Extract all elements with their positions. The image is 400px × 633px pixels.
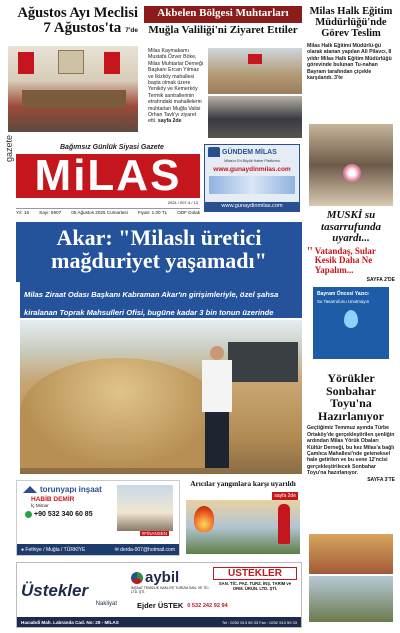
fire-icon <box>194 506 214 532</box>
fire-poster <box>186 500 300 554</box>
gundem-image <box>209 176 295 194</box>
masthead-logo <box>16 151 200 200</box>
gundem-brand: GÜNDEM MİLAS <box>222 148 277 156</box>
fire-title: Arıcılar yangınlara karşı uyarıldı <box>190 479 296 488</box>
masthead-info-row <box>16 208 200 215</box>
story-title <box>8 6 138 37</box>
muski-story[interactable] <box>307 210 395 368</box>
torun-footer <box>17 544 179 555</box>
gundem-ad[interactable] <box>204 144 300 212</box>
muhtar-group-photo <box>208 96 302 138</box>
portrait-frame <box>58 50 84 74</box>
council-photo <box>8 46 138 132</box>
torun-location: Fethiye / Muğla / TÜRKİYE <box>25 546 86 553</box>
water-drop-icon <box>344 310 358 328</box>
person-head <box>210 346 224 360</box>
story-title-line1: Akbelen Bölgesi Muhtarları <box>157 7 289 19</box>
grain-pile <box>20 358 220 468</box>
story-title-line2: Muğla Valiliği'ni Ziyaret Ettiler <box>148 23 298 36</box>
muski-title: MUSKİ su tasarrufunda uyardı... <box>321 209 381 245</box>
gundem-logo-row <box>205 145 299 159</box>
torun-role: İç Mimar <box>31 503 49 508</box>
yorukler-body-text: Geçtiğimiz Temmuz ayında Türbe Ortaköy'de gerçekleştirilen şenliğin ardından Milas Yörük Obaları Kültür Derneği, bu kez Milas'a bağlı Çamlıca Mahallesi'nde geleneksel hale getirilen ve bu sene 12'ncisi gerçekleştirilecek Sonbahar Toyu'na hazırlanıyor. <box>307 425 395 477</box>
page-ref[interactable]: sayfa 2de <box>274 493 296 499</box>
yorukler-body <box>307 425 395 476</box>
issue-year: Yıl: 16 <box>16 210 30 215</box>
torun-location-row <box>21 547 85 553</box>
torun-brand: torunyapı inşaat <box>40 485 102 494</box>
bottom-ad[interactable] <box>16 562 302 628</box>
grain-photo <box>20 320 302 474</box>
flowers-icon <box>343 164 361 182</box>
yorukler-story[interactable] <box>307 372 395 626</box>
flag-icon <box>104 52 120 74</box>
torun-email-row[interactable] <box>115 547 175 553</box>
main-lead <box>20 282 302 318</box>
story-title-line1: Ağustos Ayı Meclisi <box>17 5 138 21</box>
bottom-address: Hacıabdi Mah. Labranda Cad. No: 28 - MİLAS <box>21 619 119 625</box>
truck <box>228 342 298 382</box>
bottom-address-bar <box>17 617 301 627</box>
ustekler-right-logo <box>213 567 297 591</box>
bottom-person: Ejder ÜSTEK <box>137 601 184 610</box>
quote-icon: " <box>307 244 313 260</box>
person-pants <box>205 412 229 468</box>
bottom-phone: 0 532 242 92 94 <box>187 602 228 609</box>
flag-icon <box>18 52 34 74</box>
main-headline-line1: Akar: "Milaslı üretici <box>56 225 262 250</box>
story-body-text: Milas Kaymakamı Mustafa Özver Böke, Milas Muhtarlar Derneği Başkanı Ercan Yılmaz ve Ikizköy mahallesi başta olmak üzere Yeniköy ve Kemerköy Termik santrallerinin etrafındaki mahallelerin muhtarları Muğla Valisi Orhan Tavlı'yı ziyaret etti. <box>148 48 204 125</box>
gundem-url-bar[interactable] <box>205 202 299 211</box>
ustekler-logo <box>21 581 125 607</box>
story-body-text: Milas Halk Eğitimi Müdürlü-ğü olarak atanan yapılan Ali Pilavcı, 8 yıldır Milas Halk Eğitim Müdürlüğü görevinde bulunan Tu-nahan Bayram tarafından çiçekle karşılandı. <box>307 43 392 82</box>
gundem-sub: Milas'ın En Büyük Haber Platformu <box>224 159 280 163</box>
aybil-sub: İNŞAAT TEMİZLİK NAKLİYE TURİZM SAN. VE TİC. LTD. ŞTİ. <box>131 586 210 594</box>
handover-photo <box>309 124 393 206</box>
whatsapp-icon <box>25 511 32 518</box>
person-shirt <box>202 360 232 412</box>
muski-quote: Vatandaş, Sular Kesik Daha Ne Yapalım... <box>314 245 376 275</box>
page-ref[interactable]: 3'te <box>334 75 343 82</box>
yorukler-photo-2 <box>309 576 393 622</box>
story-title-line2: 7 Ağustos'ta <box>43 20 122 37</box>
aybil-icon <box>131 572 143 584</box>
torun-badge: #FİNANSEN <box>141 531 167 536</box>
page-ref[interactable]: sayfa 2de <box>157 118 182 125</box>
story-body <box>307 43 395 81</box>
torun-phone: +90 532 340 60 85 <box>34 511 93 518</box>
yorukler-photo-1 <box>309 534 393 574</box>
issue-price: Fiyatı: 1.00 TL <box>137 210 168 215</box>
aybil-brand: aybil <box>145 569 180 586</box>
bottom-phone-extra: Tel : 0252 513 59 33 Fax : 0252 513 59 33 <box>221 619 297 625</box>
location-icon: ● <box>21 546 25 553</box>
gundem-url[interactable]: www.gunaydinmilas.com <box>213 166 291 173</box>
mail-icon: ✉ <box>114 546 119 553</box>
torun-email: derda-007@hotmail.com <box>120 546 175 553</box>
masthead-est: 2024 / 007-4 / 13 <box>167 200 198 205</box>
issue-extra: ODF Dolak <box>177 210 200 215</box>
torun-yapi-ad[interactable] <box>16 480 180 556</box>
house-icon <box>23 486 37 493</box>
logo-text: MiLAS <box>34 151 182 200</box>
page-ref[interactable]: SAYFA 2'DE <box>366 276 395 283</box>
ustekler-sub: Nakliyat <box>95 601 117 607</box>
building-icon <box>208 147 220 157</box>
gundem-url-footer: www.gunaydinmilas.com <box>221 203 283 209</box>
top-left-story[interactable] <box>8 6 138 132</box>
muski-quote-row <box>307 244 395 275</box>
masthead <box>4 134 200 218</box>
issue-date: 05 Ağustos 2025 Cumartesi <box>71 210 128 215</box>
story-body <box>148 48 204 125</box>
torun-building-image <box>117 485 173 531</box>
story-title-banner <box>144 6 302 23</box>
page-ref[interactable]: SAYFA 3'TE <box>367 476 395 483</box>
torun-person: HABİB DEMİR <box>31 496 75 503</box>
story-title: Milas Halk Eğitim Müdürlüğü'nde Görev Teslim <box>309 6 393 40</box>
yorukler-title: Yörükler Sonbahar Toyu'na Hazırlanıyor <box>318 371 384 423</box>
muski-poster <box>313 287 389 359</box>
bottom-contact-row[interactable] <box>137 601 228 610</box>
top-right-story[interactable] <box>307 6 395 206</box>
ustekler-right-brand: ÜSTEKLER <box>213 567 297 580</box>
issue-number: Sayı: 5907 <box>39 210 62 215</box>
main-lead-text: Milas Ziraat Odası Başkanı Kabraman Akar'ın girişimleriyle, özel şahsa kiralanan Toprak Mahsulleri Ofisi, bugüne kadar 3 bin tonun üzerinde <box>24 290 279 317</box>
top-center-story[interactable] <box>144 6 302 138</box>
muski-poster-title: Bayram Öncesi Yazıcı <box>317 290 369 297</box>
page-ref: 7'de <box>125 27 138 35</box>
person-figure <box>200 346 234 474</box>
masthead-side-label: gazete <box>4 134 14 162</box>
council-desk <box>22 90 126 108</box>
extinguisher-icon <box>278 504 290 544</box>
ustekler-right-sub: SAN. TİC. PAZ. TURZ. İNŞ. TARIM ve ORM. ÜRÜN. LTD. ŞTİ. <box>218 581 292 591</box>
fire-story[interactable] <box>184 480 302 556</box>
ustekler-brand: Üstekler <box>21 581 89 600</box>
muski-poster-sub: Su Tasarrufunu Unutmayın <box>317 298 370 304</box>
aybil-logo <box>131 569 213 594</box>
muhtar-building-photo <box>208 48 302 94</box>
main-headline-line2: mağduriyet yaşamadı" <box>51 248 267 274</box>
flag-icon <box>248 54 262 64</box>
masthead-tagline: Bağımsız Günlük Siyasi Gazete <box>60 144 164 151</box>
main-headline[interactable] <box>16 222 302 282</box>
